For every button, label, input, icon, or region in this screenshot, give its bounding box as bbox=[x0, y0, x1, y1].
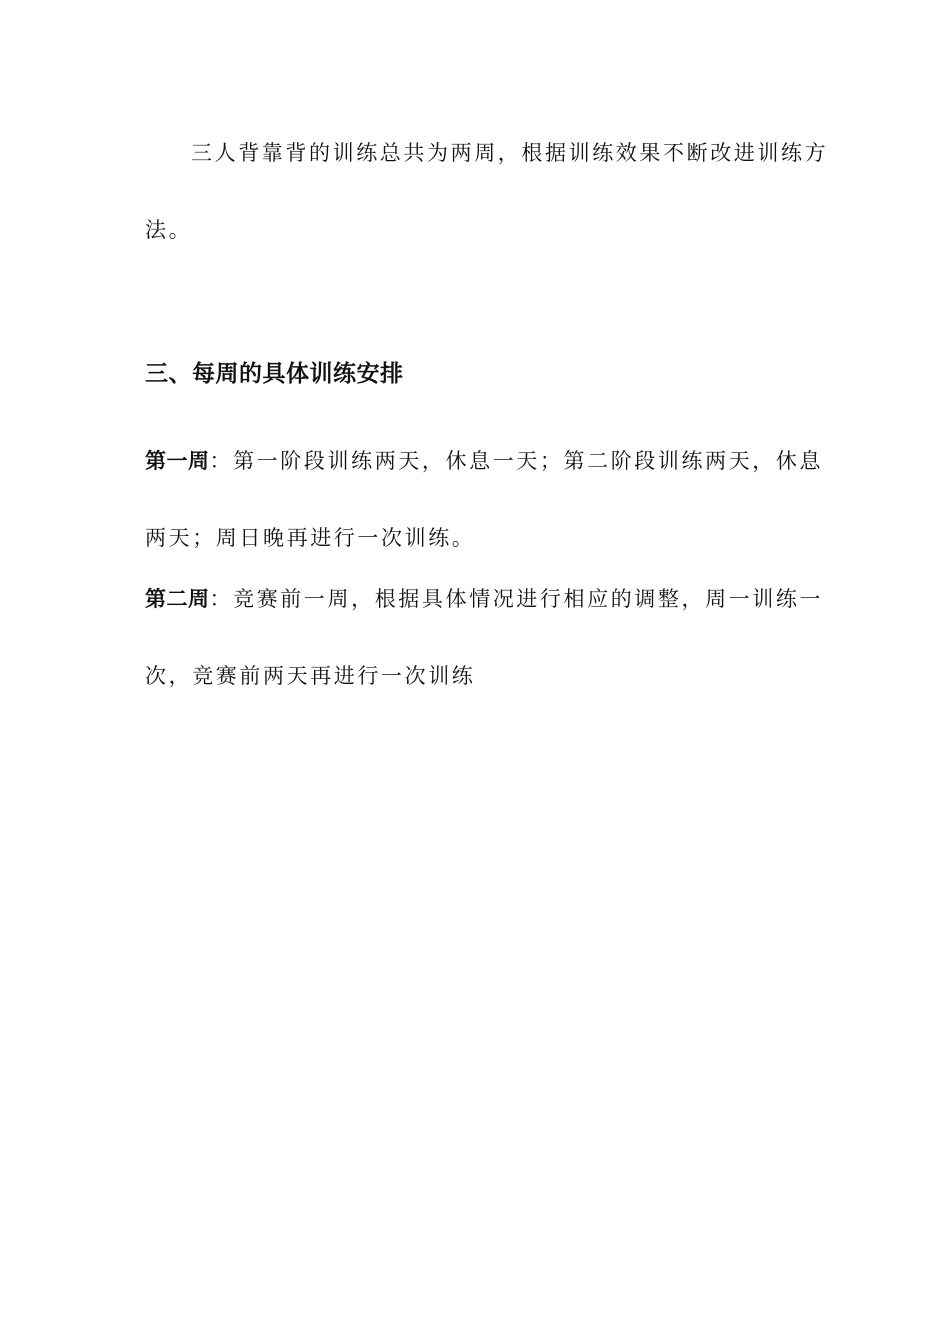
week1-paragraph bbox=[145, 423, 824, 577]
section-heading: 三、每周的具体训练安排 bbox=[145, 361, 404, 387]
week1-line-1 bbox=[145, 423, 824, 500]
intro-line-1: 三人背靠背的训练总共为两周，根据训练效果不断改进训练方 bbox=[191, 141, 829, 165]
intro-paragraph bbox=[145, 115, 829, 269]
week1-label: 第一周 bbox=[145, 449, 210, 473]
week2-paragraph bbox=[145, 561, 824, 715]
intro-line-2: 法。 bbox=[145, 218, 193, 242]
week1-line-2: 两天；周日晚再进行一次训练。 bbox=[145, 526, 476, 550]
week2-line-2: 次，竞赛前两天再进行一次训练 bbox=[145, 664, 476, 688]
week2-label: 第二周 bbox=[145, 587, 210, 611]
week2-line-1 bbox=[145, 561, 824, 638]
week2-line-1-text: ：竞赛前一周，根据具体情况进行相应的调整，周一训练一 bbox=[209, 587, 824, 611]
week1-line-1-text: ：第一阶段训练两天，休息一天；第二阶段训练两天，休息 bbox=[209, 449, 824, 473]
